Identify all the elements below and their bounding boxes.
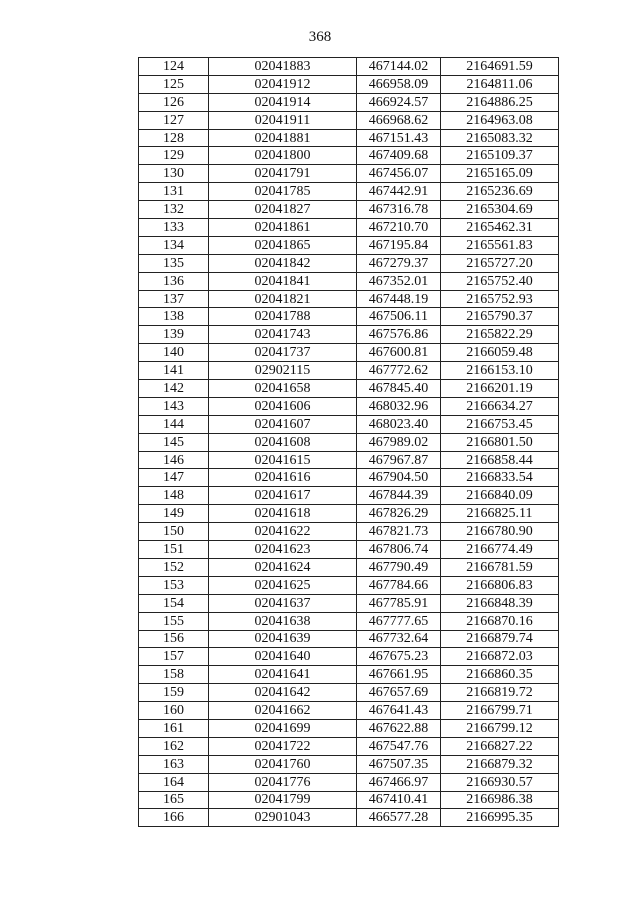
point-id-cell: 02041788 bbox=[209, 308, 357, 326]
y-coordinate-cell: 2166879.74 bbox=[441, 630, 559, 648]
point-number-cell: 137 bbox=[139, 290, 209, 308]
table-row bbox=[139, 630, 559, 648]
point-number-cell: 156 bbox=[139, 630, 209, 648]
x-coordinate-cell: 467195.84 bbox=[357, 236, 441, 254]
point-id-cell: 02041625 bbox=[209, 576, 357, 594]
y-coordinate-cell: 2166799.71 bbox=[441, 702, 559, 720]
y-coordinate-cell: 2166774.49 bbox=[441, 541, 559, 559]
point-number-cell: 136 bbox=[139, 272, 209, 290]
y-coordinate-cell: 2166753.45 bbox=[441, 415, 559, 433]
x-coordinate-cell: 467661.95 bbox=[357, 666, 441, 684]
x-coordinate-cell: 467675.23 bbox=[357, 648, 441, 666]
y-coordinate-cell: 2166858.44 bbox=[441, 451, 559, 469]
y-coordinate-cell: 2166780.90 bbox=[441, 523, 559, 541]
point-number-cell: 160 bbox=[139, 702, 209, 720]
x-coordinate-cell: 467144.02 bbox=[357, 58, 441, 76]
x-coordinate-cell: 467967.87 bbox=[357, 451, 441, 469]
point-id-cell: 02041841 bbox=[209, 272, 357, 290]
table-row bbox=[139, 737, 559, 755]
y-coordinate-cell: 2166201.19 bbox=[441, 380, 559, 398]
point-id-cell: 02041827 bbox=[209, 201, 357, 219]
table-row bbox=[139, 93, 559, 111]
x-coordinate-cell: 467844.39 bbox=[357, 487, 441, 505]
point-id-cell: 02041640 bbox=[209, 648, 357, 666]
y-coordinate-cell: 2165561.83 bbox=[441, 236, 559, 254]
point-number-cell: 162 bbox=[139, 737, 209, 755]
point-number-cell: 138 bbox=[139, 308, 209, 326]
point-number-cell: 152 bbox=[139, 558, 209, 576]
x-coordinate-cell: 467210.70 bbox=[357, 219, 441, 237]
table-row bbox=[139, 773, 559, 791]
table-row bbox=[139, 326, 559, 344]
x-coordinate-cell: 467772.62 bbox=[357, 362, 441, 380]
y-coordinate-cell: 2166153.10 bbox=[441, 362, 559, 380]
coordinates-table bbox=[138, 57, 559, 827]
y-coordinate-cell: 2165727.20 bbox=[441, 254, 559, 272]
y-coordinate-cell: 2166860.35 bbox=[441, 666, 559, 684]
point-id-cell: 02041881 bbox=[209, 129, 357, 147]
table-row bbox=[139, 290, 559, 308]
table-row bbox=[139, 523, 559, 541]
table-row bbox=[139, 219, 559, 237]
y-coordinate-cell: 2164886.25 bbox=[441, 93, 559, 111]
x-coordinate-cell: 468023.40 bbox=[357, 415, 441, 433]
point-id-cell: 02041624 bbox=[209, 558, 357, 576]
x-coordinate-cell: 467600.81 bbox=[357, 344, 441, 362]
point-id-cell: 02041637 bbox=[209, 594, 357, 612]
table-row bbox=[139, 362, 559, 380]
point-id-cell: 02041737 bbox=[209, 344, 357, 362]
x-coordinate-cell: 466577.28 bbox=[357, 809, 441, 827]
point-number-cell: 150 bbox=[139, 523, 209, 541]
x-coordinate-cell: 467547.76 bbox=[357, 737, 441, 755]
table-row bbox=[139, 576, 559, 594]
point-number-cell: 143 bbox=[139, 397, 209, 415]
point-number-cell: 129 bbox=[139, 147, 209, 165]
table-row bbox=[139, 648, 559, 666]
point-number-cell: 145 bbox=[139, 433, 209, 451]
x-coordinate-cell: 467784.66 bbox=[357, 576, 441, 594]
y-coordinate-cell: 2166930.57 bbox=[441, 773, 559, 791]
point-id-cell: 02041638 bbox=[209, 612, 357, 630]
point-number-cell: 124 bbox=[139, 58, 209, 76]
point-id-cell: 02901043 bbox=[209, 809, 357, 827]
point-id-cell: 02041842 bbox=[209, 254, 357, 272]
point-number-cell: 146 bbox=[139, 451, 209, 469]
point-number-cell: 148 bbox=[139, 487, 209, 505]
point-number-cell: 128 bbox=[139, 129, 209, 147]
table-row bbox=[139, 308, 559, 326]
point-id-cell: 02041912 bbox=[209, 75, 357, 93]
table-row bbox=[139, 380, 559, 398]
point-number-cell: 163 bbox=[139, 755, 209, 773]
point-id-cell: 02041658 bbox=[209, 380, 357, 398]
y-coordinate-cell: 2166634.27 bbox=[441, 397, 559, 415]
point-id-cell: 02041800 bbox=[209, 147, 357, 165]
table-row bbox=[139, 433, 559, 451]
y-coordinate-cell: 2165109.37 bbox=[441, 147, 559, 165]
point-id-cell: 02041911 bbox=[209, 111, 357, 129]
point-number-cell: 159 bbox=[139, 684, 209, 702]
y-coordinate-cell: 2165752.40 bbox=[441, 272, 559, 290]
x-coordinate-cell: 467410.41 bbox=[357, 791, 441, 809]
point-number-cell: 139 bbox=[139, 326, 209, 344]
y-coordinate-cell: 2165790.37 bbox=[441, 308, 559, 326]
table-row bbox=[139, 58, 559, 76]
point-number-cell: 131 bbox=[139, 183, 209, 201]
x-coordinate-cell: 467506.11 bbox=[357, 308, 441, 326]
table-row bbox=[139, 451, 559, 469]
table-row bbox=[139, 558, 559, 576]
point-number-cell: 149 bbox=[139, 505, 209, 523]
table-row bbox=[139, 236, 559, 254]
y-coordinate-cell: 2166986.38 bbox=[441, 791, 559, 809]
point-id-cell: 02041606 bbox=[209, 397, 357, 415]
y-coordinate-cell: 2166819.72 bbox=[441, 684, 559, 702]
y-coordinate-cell: 2166833.54 bbox=[441, 469, 559, 487]
point-number-cell: 141 bbox=[139, 362, 209, 380]
table-row bbox=[139, 666, 559, 684]
point-number-cell: 147 bbox=[139, 469, 209, 487]
y-coordinate-cell: 2165822.29 bbox=[441, 326, 559, 344]
point-number-cell: 165 bbox=[139, 791, 209, 809]
table-row bbox=[139, 344, 559, 362]
point-id-cell: 02041642 bbox=[209, 684, 357, 702]
table-row bbox=[139, 397, 559, 415]
x-coordinate-cell: 467442.91 bbox=[357, 183, 441, 201]
point-id-cell: 02902115 bbox=[209, 362, 357, 380]
table-row bbox=[139, 165, 559, 183]
x-coordinate-cell: 467352.01 bbox=[357, 272, 441, 290]
y-coordinate-cell: 2166799.12 bbox=[441, 719, 559, 737]
x-coordinate-cell: 467732.64 bbox=[357, 630, 441, 648]
point-id-cell: 02041623 bbox=[209, 541, 357, 559]
point-number-cell: 158 bbox=[139, 666, 209, 684]
table-row bbox=[139, 254, 559, 272]
x-coordinate-cell: 467641.43 bbox=[357, 702, 441, 720]
point-id-cell: 02041760 bbox=[209, 755, 357, 773]
point-id-cell: 02041662 bbox=[209, 702, 357, 720]
x-coordinate-cell: 467657.69 bbox=[357, 684, 441, 702]
x-coordinate-cell: 467845.40 bbox=[357, 380, 441, 398]
point-number-cell: 130 bbox=[139, 165, 209, 183]
x-coordinate-cell: 467790.49 bbox=[357, 558, 441, 576]
point-id-cell: 02041615 bbox=[209, 451, 357, 469]
table-row bbox=[139, 809, 559, 827]
table-row bbox=[139, 111, 559, 129]
x-coordinate-cell: 467622.88 bbox=[357, 719, 441, 737]
point-number-cell: 155 bbox=[139, 612, 209, 630]
point-number-cell: 157 bbox=[139, 648, 209, 666]
point-number-cell: 126 bbox=[139, 93, 209, 111]
point-number-cell: 154 bbox=[139, 594, 209, 612]
x-coordinate-cell: 467821.73 bbox=[357, 523, 441, 541]
x-coordinate-cell: 467777.65 bbox=[357, 612, 441, 630]
y-coordinate-cell: 2166827.22 bbox=[441, 737, 559, 755]
table-row bbox=[139, 505, 559, 523]
y-coordinate-cell: 2166870.16 bbox=[441, 612, 559, 630]
y-coordinate-cell: 2166825.11 bbox=[441, 505, 559, 523]
point-number-cell: 161 bbox=[139, 719, 209, 737]
x-coordinate-cell: 467576.86 bbox=[357, 326, 441, 344]
y-coordinate-cell: 2164963.08 bbox=[441, 111, 559, 129]
x-coordinate-cell: 468032.96 bbox=[357, 397, 441, 415]
table-row bbox=[139, 75, 559, 93]
table-row bbox=[139, 129, 559, 147]
point-number-cell: 166 bbox=[139, 809, 209, 827]
x-coordinate-cell: 466968.62 bbox=[357, 111, 441, 129]
table-row bbox=[139, 612, 559, 630]
point-number-cell: 135 bbox=[139, 254, 209, 272]
point-id-cell: 02041883 bbox=[209, 58, 357, 76]
table-row bbox=[139, 755, 559, 773]
x-coordinate-cell: 467448.19 bbox=[357, 290, 441, 308]
point-number-cell: 127 bbox=[139, 111, 209, 129]
point-number-cell: 133 bbox=[139, 219, 209, 237]
table-row bbox=[139, 415, 559, 433]
x-coordinate-cell: 467151.43 bbox=[357, 129, 441, 147]
x-coordinate-cell: 467279.37 bbox=[357, 254, 441, 272]
x-coordinate-cell: 467904.50 bbox=[357, 469, 441, 487]
table-row bbox=[139, 594, 559, 612]
point-id-cell: 02041622 bbox=[209, 523, 357, 541]
table-row bbox=[139, 791, 559, 809]
y-coordinate-cell: 2166781.59 bbox=[441, 558, 559, 576]
point-number-cell: 140 bbox=[139, 344, 209, 362]
point-id-cell: 02041722 bbox=[209, 737, 357, 755]
point-id-cell: 02041799 bbox=[209, 791, 357, 809]
table-row bbox=[139, 684, 559, 702]
x-coordinate-cell: 467806.74 bbox=[357, 541, 441, 559]
table-row bbox=[139, 183, 559, 201]
point-id-cell: 02041785 bbox=[209, 183, 357, 201]
y-coordinate-cell: 2165165.09 bbox=[441, 165, 559, 183]
table-row bbox=[139, 487, 559, 505]
point-number-cell: 164 bbox=[139, 773, 209, 791]
table-row bbox=[139, 719, 559, 737]
point-id-cell: 02041639 bbox=[209, 630, 357, 648]
table-row bbox=[139, 702, 559, 720]
point-id-cell: 02041861 bbox=[209, 219, 357, 237]
y-coordinate-cell: 2166879.32 bbox=[441, 755, 559, 773]
point-number-cell: 132 bbox=[139, 201, 209, 219]
point-number-cell: 144 bbox=[139, 415, 209, 433]
point-id-cell: 02041914 bbox=[209, 93, 357, 111]
y-coordinate-cell: 2166995.35 bbox=[441, 809, 559, 827]
x-coordinate-cell: 467826.29 bbox=[357, 505, 441, 523]
point-id-cell: 02041641 bbox=[209, 666, 357, 684]
point-id-cell: 02041616 bbox=[209, 469, 357, 487]
point-number-cell: 134 bbox=[139, 236, 209, 254]
y-coordinate-cell: 2166848.39 bbox=[441, 594, 559, 612]
y-coordinate-cell: 2165236.69 bbox=[441, 183, 559, 201]
point-id-cell: 02041618 bbox=[209, 505, 357, 523]
y-coordinate-cell: 2165752.93 bbox=[441, 290, 559, 308]
x-coordinate-cell: 467409.68 bbox=[357, 147, 441, 165]
x-coordinate-cell: 467507.35 bbox=[357, 755, 441, 773]
table-row bbox=[139, 147, 559, 165]
point-number-cell: 125 bbox=[139, 75, 209, 93]
point-id-cell: 02041776 bbox=[209, 773, 357, 791]
x-coordinate-cell: 467466.97 bbox=[357, 773, 441, 791]
point-id-cell: 02041821 bbox=[209, 290, 357, 308]
table-row bbox=[139, 272, 559, 290]
point-number-cell: 151 bbox=[139, 541, 209, 559]
point-id-cell: 02041865 bbox=[209, 236, 357, 254]
page-number: 368 bbox=[308, 29, 332, 45]
y-coordinate-cell: 2166806.83 bbox=[441, 576, 559, 594]
y-coordinate-cell: 2166801.50 bbox=[441, 433, 559, 451]
y-coordinate-cell: 2165462.31 bbox=[441, 219, 559, 237]
point-id-cell: 02041608 bbox=[209, 433, 357, 451]
x-coordinate-cell: 467785.91 bbox=[357, 594, 441, 612]
y-coordinate-cell: 2165083.32 bbox=[441, 129, 559, 147]
point-number-cell: 153 bbox=[139, 576, 209, 594]
table-row bbox=[139, 469, 559, 487]
y-coordinate-cell: 2166840.09 bbox=[441, 487, 559, 505]
point-id-cell: 02041617 bbox=[209, 487, 357, 505]
y-coordinate-cell: 2164691.59 bbox=[441, 58, 559, 76]
point-id-cell: 02041699 bbox=[209, 719, 357, 737]
y-coordinate-cell: 2164811.06 bbox=[441, 75, 559, 93]
coordinates-table-body bbox=[139, 58, 559, 827]
point-number-cell: 142 bbox=[139, 380, 209, 398]
x-coordinate-cell: 467989.02 bbox=[357, 433, 441, 451]
x-coordinate-cell: 467456.07 bbox=[357, 165, 441, 183]
point-id-cell: 02041607 bbox=[209, 415, 357, 433]
x-coordinate-cell: 467316.78 bbox=[357, 201, 441, 219]
y-coordinate-cell: 2165304.69 bbox=[441, 201, 559, 219]
x-coordinate-cell: 466958.09 bbox=[357, 75, 441, 93]
point-id-cell: 02041743 bbox=[209, 326, 357, 344]
y-coordinate-cell: 2166872.03 bbox=[441, 648, 559, 666]
x-coordinate-cell: 466924.57 bbox=[357, 93, 441, 111]
table-row bbox=[139, 201, 559, 219]
point-id-cell: 02041791 bbox=[209, 165, 357, 183]
table-row bbox=[139, 541, 559, 559]
y-coordinate-cell: 2166059.48 bbox=[441, 344, 559, 362]
